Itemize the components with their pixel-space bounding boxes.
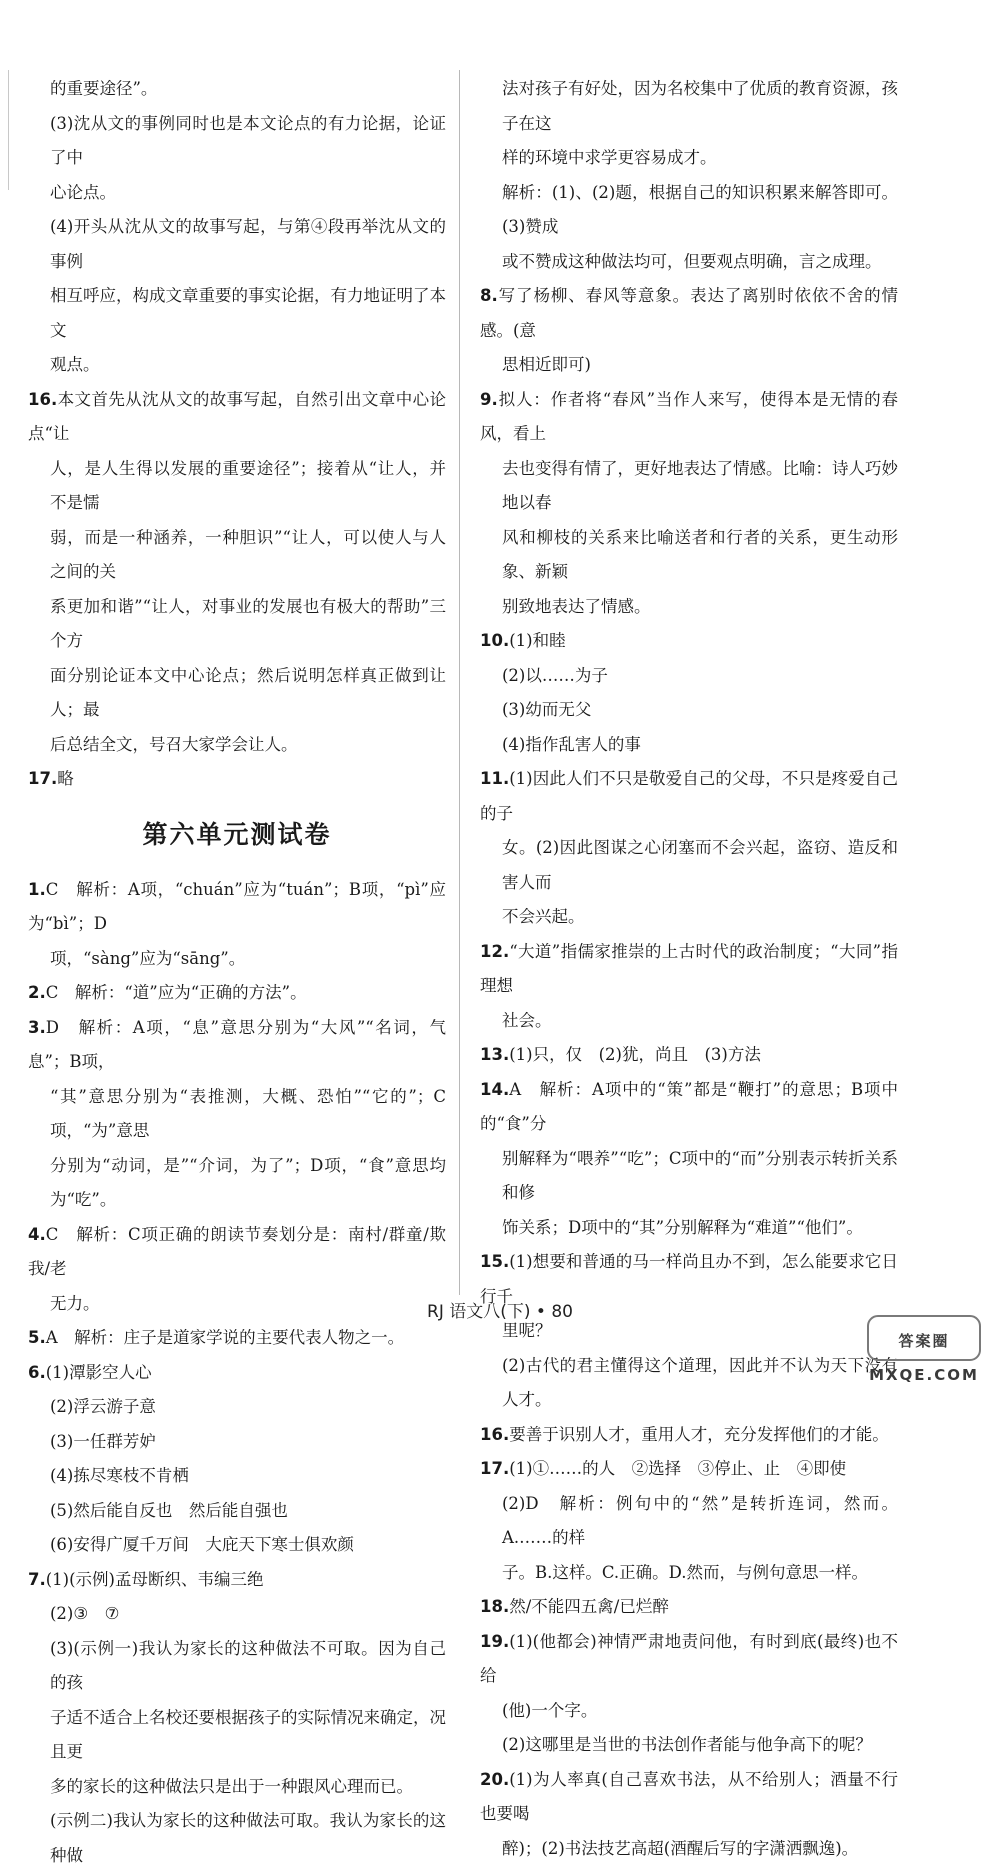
line-text: 无力。 bbox=[50, 1293, 100, 1313]
text-line bbox=[28, 1149, 446, 1218]
text-line bbox=[480, 1763, 898, 1832]
question-number: 20. bbox=[480, 1769, 510, 1789]
text-line bbox=[480, 590, 898, 625]
line-text: 观点。 bbox=[50, 355, 100, 374]
line-text: (1)想要和普通的马一样尚且办不到，怎么能要求它日行千 bbox=[480, 1252, 898, 1306]
text-line bbox=[28, 762, 446, 797]
line-text: 人，是人生得以发展的重要途径”；接着从“让人，并不是懦 bbox=[50, 458, 446, 512]
question-number: 12. bbox=[480, 941, 510, 961]
line-text: (4)指作乱害人的事 bbox=[502, 734, 641, 754]
text-line bbox=[28, 1804, 446, 1873]
question-number: 16. bbox=[28, 389, 58, 409]
text-line bbox=[28, 1356, 446, 1391]
text-line bbox=[480, 141, 898, 176]
line-text: (1)因此人们不只是敬爱自己的父母，不只是疼爱自己的子 bbox=[480, 769, 898, 823]
line-text: (1)①……的人 ②选择 ③停止、止 ④即使 bbox=[509, 1459, 847, 1478]
text-line bbox=[28, 176, 446, 211]
text-line bbox=[28, 1459, 446, 1494]
line-text: A 解析：庄子是道家学说的主要代表人物之一。 bbox=[45, 1328, 405, 1347]
line-text: 本文首先从沈从文的故事写起，自然引出文章中心论点“让 bbox=[28, 389, 446, 443]
line-text: 别致地表达了情感。 bbox=[502, 596, 651, 616]
text-line bbox=[480, 935, 898, 1004]
line-text: (3)幼而无父 bbox=[502, 700, 592, 719]
text-line bbox=[28, 1701, 446, 1770]
line-text: 社会。 bbox=[502, 1010, 552, 1030]
line-text: 分别为“动词，是”“介词，为了”；D项，“食”意思均为“吃”。 bbox=[50, 1155, 446, 1209]
line-text: 法对孩子有好处，因为名校集中了优质的教育资源，孩子在这 bbox=[502, 79, 898, 133]
text-line bbox=[480, 452, 898, 521]
text-line bbox=[480, 1556, 898, 1591]
line-text: (他)一个字。 bbox=[502, 1700, 598, 1720]
text-line bbox=[28, 1218, 446, 1287]
line-text: (4)开头从沈从文的故事写起，与第④段再举沈从文的事例 bbox=[50, 217, 446, 271]
line-text: 系更加和谐”“让人，对事业的发展也有极大的帮助”三个方 bbox=[50, 596, 446, 650]
watermark-title: 答案圈 bbox=[898, 1332, 950, 1350]
line-text: A 解析：A项中的“策”都是“鞭打”的意思；B项中的“食”分 bbox=[480, 1079, 898, 1133]
text-line bbox=[28, 452, 446, 521]
text-line bbox=[28, 873, 446, 942]
line-text: 略 bbox=[57, 769, 74, 788]
line-text: 思相近即可) bbox=[502, 355, 591, 374]
question-number: 3. bbox=[28, 1017, 46, 1037]
question-number: 19. bbox=[480, 1631, 510, 1651]
page-footer: RJ 语文八(下) • 80 bbox=[427, 1302, 573, 1322]
question-number: 14. bbox=[480, 1079, 510, 1099]
question-number: 17. bbox=[480, 1459, 510, 1478]
text-line bbox=[480, 1211, 898, 1246]
text-line bbox=[28, 1528, 446, 1563]
line-text: (2)浮云游子意 bbox=[50, 1397, 156, 1416]
text-line bbox=[480, 348, 898, 383]
line-text: (3)一任群芳妒 bbox=[50, 1431, 156, 1451]
text-line bbox=[28, 1321, 446, 1356]
text-line bbox=[28, 976, 446, 1011]
question-number: 10. bbox=[480, 631, 510, 650]
left-column bbox=[28, 72, 446, 1873]
line-text: (2)D 解析：例句中的“然”是转折连词，然而。A.……的样 bbox=[502, 1493, 898, 1547]
text-line bbox=[480, 624, 898, 659]
line-text: “其”意思分别为“表推测，大概、恐怕”“它的”；C项，“为”意思 bbox=[50, 1086, 446, 1140]
text-line bbox=[480, 72, 898, 141]
line-text: 子。B.这样。C.正确。D.然而，与例句意思一样。 bbox=[502, 1562, 869, 1582]
text-line bbox=[480, 1038, 898, 1073]
question-number: 4. bbox=[28, 1224, 46, 1244]
question-number: 5. bbox=[28, 1328, 46, 1347]
line-text: (示例二)我认为家长的这种做法可取。我认为家长的这种做 bbox=[50, 1811, 446, 1865]
text-line bbox=[480, 1349, 898, 1418]
text-line bbox=[28, 107, 446, 176]
question-number: 15. bbox=[480, 1252, 510, 1271]
line-text: 多的家长的这种做法只是出于一种跟风心理而已。 bbox=[50, 1776, 413, 1796]
line-text: (1)(示例)孟母断织、韦编三绝 bbox=[45, 1569, 264, 1589]
section-heading: 第六单元测试卷 bbox=[142, 819, 332, 849]
text-line bbox=[480, 900, 898, 935]
text-line bbox=[28, 1770, 446, 1805]
line-text: 拟人：作者将“春风”当作人来写，使得本是无情的春风，看上 bbox=[480, 389, 898, 443]
text-line bbox=[480, 831, 898, 900]
line-text: C 解析：“道”应为“正确的方法”。 bbox=[45, 983, 307, 1002]
question-number: 8. bbox=[480, 286, 498, 305]
text-line bbox=[480, 762, 898, 831]
text-line bbox=[28, 72, 446, 107]
text-line bbox=[480, 176, 898, 245]
text-line bbox=[480, 1694, 898, 1729]
text-line bbox=[28, 210, 446, 279]
line-text: (1)和睦 bbox=[509, 631, 566, 650]
text-line bbox=[28, 1494, 446, 1529]
line-text: 要善于识别人才，重用人才，充分发挥他们的才能。 bbox=[509, 1424, 889, 1444]
line-text: D 解析：A项，“息”意思分别为“大风”“名词，气息”；B项， bbox=[28, 1017, 446, 1071]
left-edge-line bbox=[8, 70, 9, 190]
text-line bbox=[480, 1418, 898, 1453]
text-line bbox=[28, 1563, 446, 1598]
watermark-url: MXQE.COM bbox=[869, 1366, 979, 1384]
line-text: 的重要途径”。 bbox=[50, 79, 158, 98]
text-line bbox=[28, 590, 446, 659]
line-text: (1)潭影空人心 bbox=[45, 1362, 152, 1382]
text-line bbox=[28, 1390, 446, 1425]
text-line bbox=[28, 348, 446, 383]
line-text: (2)以……为子 bbox=[502, 665, 608, 685]
line-text: (4)拣尽寒枝不肯栖 bbox=[50, 1466, 189, 1485]
text-line bbox=[480, 1728, 898, 1763]
line-text: 样的环境中求学更容易成才。 bbox=[502, 148, 717, 167]
question-number: 7. bbox=[28, 1569, 46, 1589]
line-text: 心论点。 bbox=[50, 182, 116, 202]
line-text: (2)古代的君主懂得这个道理，因此并不认为天下没有人才。 bbox=[502, 1355, 898, 1409]
text-line bbox=[480, 1832, 898, 1867]
text-line bbox=[480, 728, 898, 763]
line-text: 项，“sàng”应为“sāng”。 bbox=[50, 948, 246, 968]
text-line bbox=[480, 521, 898, 590]
text-line bbox=[28, 1597, 446, 1632]
line-text: (1)(他都会)神情严肃地责问他，有时到底(最终)也不给 bbox=[480, 1631, 898, 1685]
line-text: (5)然后能自反也 然后能自强也 bbox=[50, 1500, 288, 1520]
text-line bbox=[480, 1452, 898, 1487]
text-line bbox=[28, 1080, 446, 1149]
text-line bbox=[28, 279, 446, 348]
text-line bbox=[480, 1590, 898, 1625]
text-line bbox=[28, 383, 446, 452]
line-text: 后总结全文，号召大家学会让人。 bbox=[50, 734, 298, 754]
text-line bbox=[480, 693, 898, 728]
text-line bbox=[480, 245, 898, 280]
line-text: 或不赞成这种做法均可，但要观点明确，言之成理。 bbox=[502, 251, 882, 271]
line-text: 去也变得有情了，更好地表达了情感。比喻：诗人巧妙地以春 bbox=[502, 458, 898, 512]
line-text: 面分别论证本文中心论点；然后说明怎样真正做到让人；最 bbox=[50, 665, 446, 719]
text-line bbox=[28, 942, 446, 977]
text-line bbox=[480, 279, 898, 348]
line-text: 解析：(1)、(2)题，根据自己的知识积累来解答即可。(3)赞成 bbox=[502, 182, 898, 236]
line-text: (2)③ ⑦ bbox=[50, 1604, 120, 1623]
line-text: 醉)；(2)书法技艺高超(酒醒后写的字潇洒飘逸)。 bbox=[502, 1838, 859, 1858]
line-text: 里呢？ bbox=[502, 1321, 552, 1340]
column-divider bbox=[459, 70, 460, 1295]
line-text: 女。(2)因此图谋之心闭塞而不会兴起，盗窃、造反和害人而 bbox=[502, 838, 898, 892]
text-line bbox=[28, 659, 446, 728]
text-line bbox=[480, 1487, 898, 1556]
question-number: 13. bbox=[480, 1045, 510, 1064]
line-text: 风和柳枝的关系来比喻送者和行者的关系，更生动形象、新颖 bbox=[502, 527, 898, 581]
text-line bbox=[480, 383, 898, 452]
line-text: 然/不能四五禽/已烂醉 bbox=[509, 1597, 669, 1616]
question-number: 9. bbox=[480, 389, 498, 409]
line-text: (1)只，仅 (2)犹，尚且 (3)方法 bbox=[509, 1045, 761, 1064]
line-text: C 解析：A项，“chuán”应为“tuán”；B项，“pì”应为“bì”；D bbox=[28, 879, 446, 933]
text-line bbox=[28, 1011, 446, 1080]
question-number: 18. bbox=[480, 1597, 510, 1616]
line-text: 弱，而是一种涵养，一种胆识”“让人，可以使人与人之间的关 bbox=[50, 527, 446, 581]
line-text: 不会兴起。 bbox=[502, 907, 585, 926]
right-column bbox=[480, 72, 898, 1866]
line-text: 子适不适合上名校还要根据孩子的实际情况来确定，况且更 bbox=[50, 1707, 446, 1761]
line-text: (2)这哪里是当世的书法创作者能与他争高下的呢？ bbox=[502, 1735, 872, 1754]
watermark-logo bbox=[864, 1310, 984, 1388]
line-text: 饰关系；D项中的“其”分别解释为“难道”“他们”。 bbox=[502, 1217, 863, 1237]
question-number: 17. bbox=[28, 769, 58, 788]
text-line bbox=[480, 1004, 898, 1039]
line-text: C 解析：C项正确的朗读节奏划分是：南村/群童/欺我/老 bbox=[28, 1224, 446, 1278]
text-line bbox=[28, 1632, 446, 1701]
line-text: (6)安得广厦千万间 大庇天下寒士俱欢颜 bbox=[50, 1535, 354, 1554]
line-text: 相互呼应，构成文章重要的事实论据，有力地证明了本文 bbox=[50, 286, 446, 340]
text-line bbox=[480, 1073, 898, 1142]
question-number: 11. bbox=[480, 769, 510, 788]
line-text: “大道”指儒家推崇的上古时代的政治制度；“大同”指理想 bbox=[480, 941, 898, 995]
question-number: 2. bbox=[28, 983, 46, 1002]
question-number: 1. bbox=[28, 879, 46, 899]
line-text: (1)为人率真(自己喜欢书法，从不给别人；酒量不行也要喝 bbox=[480, 1769, 898, 1823]
question-number: 16. bbox=[480, 1424, 510, 1444]
line-text: (3)沈从文的事例同时也是本文论点的有力论据，论证了中 bbox=[50, 113, 446, 167]
line-text: 别解释为“喂养”“吃”；C项中的“而”分别表示转折关系和修 bbox=[502, 1148, 898, 1202]
question-number: 6. bbox=[28, 1362, 46, 1382]
text-line bbox=[480, 1142, 898, 1211]
text-line bbox=[480, 1625, 898, 1694]
line-text: 写了杨柳、春风等意象。表达了离别时依依不舍的情感。(意 bbox=[480, 286, 898, 340]
line-text: (3)(示例一)我认为家长的这种做法不可取。因为自己的孩 bbox=[50, 1638, 446, 1692]
text-line bbox=[28, 728, 446, 763]
text-line bbox=[28, 521, 446, 590]
text-line bbox=[28, 1425, 446, 1460]
text-line bbox=[480, 659, 898, 694]
